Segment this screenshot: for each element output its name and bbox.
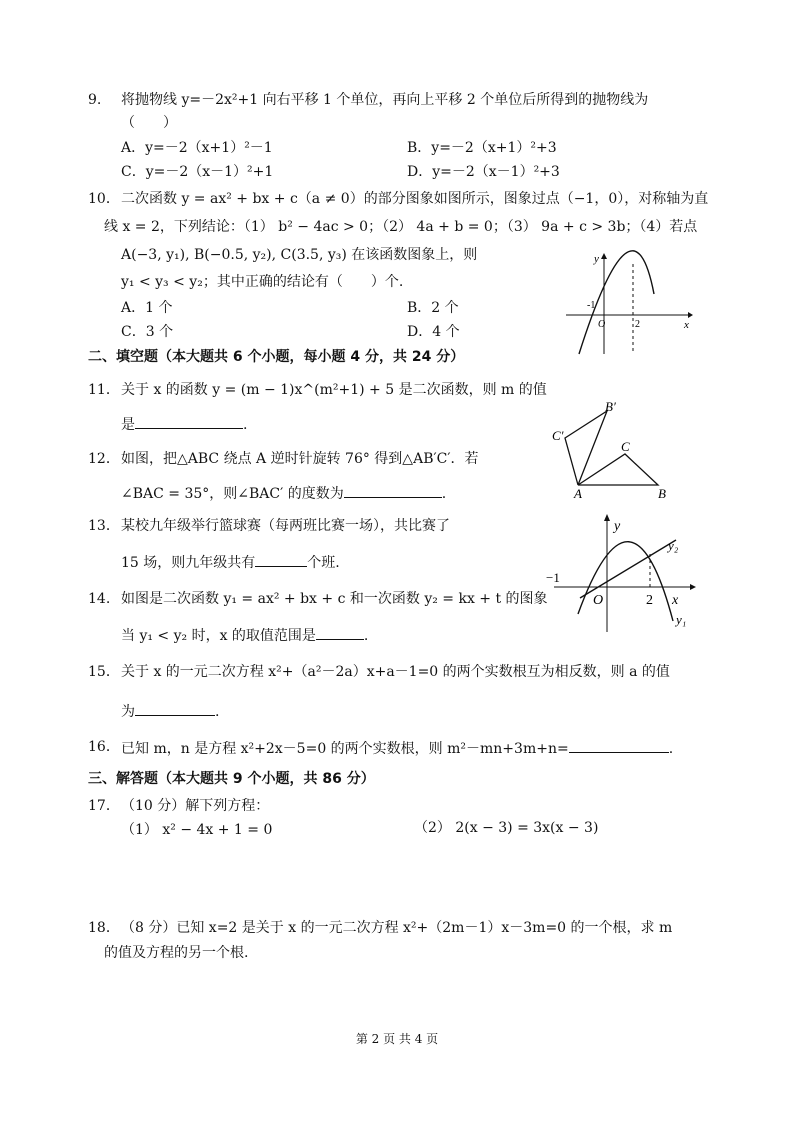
q15-line2 xyxy=(121,701,219,721)
q12-triangle-abc xyxy=(578,454,658,485)
q14-y-label: y xyxy=(614,519,621,534)
q14-line2 xyxy=(121,625,368,645)
q16-answer-blank[interactable] xyxy=(569,738,669,753)
q10-line4: y₁ < y₃ < y₂；其中正确的结论有（ ）个. xyxy=(121,274,404,290)
q18-line1: （8 分）已知 x=2 是关于 x 的一元二次方程 x²+（2m－1）x－3m=0 的一个根，求 m xyxy=(121,920,673,936)
q14-answer-blank[interactable] xyxy=(316,625,364,640)
q9-number: 9. xyxy=(88,92,102,108)
q13-line1: 某校九年级举行篮球赛（每两班比赛一场），共比赛了 xyxy=(121,518,450,534)
q9-option-a: A．y=－2（x+1）²－1 xyxy=(121,140,273,156)
q12-label-b: B xyxy=(658,486,666,501)
q12-label-b-prime: B′ xyxy=(605,399,616,414)
q14-x-label: x xyxy=(672,593,679,608)
q10-parabola-figure xyxy=(562,250,694,358)
q15-suffix: . xyxy=(215,704,220,720)
q12-label-c-prime: C′ xyxy=(552,428,564,443)
q17-stem: （10 分）解下列方程： xyxy=(121,798,270,814)
page-footer: 第 2 页 共 4 页 xyxy=(355,1032,439,1046)
q10-two-label: 2 xyxy=(635,319,640,330)
q14-neg-one-label: −1 xyxy=(546,570,560,585)
q11-suffix: . xyxy=(243,417,248,433)
q14-x-arrow xyxy=(690,584,696,590)
q10-line1: 二次函数 y = ax² + bx + c（a ≠ 0）的部分图象如图所示，图象过点（−1，0），对称轴为直 xyxy=(121,191,709,207)
q12-suffix: . xyxy=(441,486,447,502)
q14-line-y2 xyxy=(580,540,676,598)
q17-part1: （1） x² − 4x + 1 = 0 xyxy=(121,822,273,838)
q10-origin-label: O xyxy=(598,319,606,330)
q14-y1-label: y₁ xyxy=(676,612,687,627)
q9-option-b: B．y=－2（x+1）²+3 xyxy=(407,140,557,156)
q18-line2: 的值及方程的另一个根. xyxy=(104,945,249,961)
q16-line1 xyxy=(121,738,673,758)
q11-answer-blank[interactable] xyxy=(135,414,243,429)
q12-triangle-ab-prime-c-prime xyxy=(565,411,607,485)
q14-prefix: 当 y₁ < y₂ 时，x 的取值范围是 xyxy=(121,628,316,644)
q13-prefix: 15 场，则九年级共有 xyxy=(121,555,256,571)
q10-x-label: x xyxy=(684,319,689,331)
q14-suffix: . xyxy=(363,628,369,644)
q15-prefix: 为 xyxy=(121,704,135,720)
q10-option-a: A．1 个 xyxy=(121,300,173,316)
q12-number: 12． xyxy=(88,451,120,467)
q10-x-arrow xyxy=(688,312,693,318)
q11-line1: 关于 x 的函数 y = (m − 1)x^(m²+1) + 5 是二次函数，则 m 的值 xyxy=(121,382,547,398)
q10-line2: 线 x = 2，下列结论：（1） b² − 4ac > 0；（2） 4a + b = 0；（3） 9a + c > 3b；（4）若点 xyxy=(104,219,698,235)
q12-line2 xyxy=(121,483,446,503)
q9-option-c: C．y=－2（x－1）²+1 xyxy=(121,164,274,180)
q13-suffix: 个班. xyxy=(307,555,340,571)
q12-line1: 如图，把△ABC 绕点 A 逆时针旋转 76° 得到△AB′C′．若 xyxy=(121,451,479,467)
q14-number: 14. xyxy=(88,591,111,607)
q12-label-a: A xyxy=(574,486,582,501)
q10-y-arrow xyxy=(601,253,607,259)
q14-origin-label: O xyxy=(593,593,604,608)
q13-number: 13． xyxy=(88,518,120,534)
q13-line2 xyxy=(121,552,340,572)
q18-number: 18． xyxy=(88,920,120,936)
q15-line1: 关于 x 的一元二次方程 x²+（a²－2a）x+a－1=0 的两个实数根互为相反数，则 a 的值 xyxy=(121,664,670,680)
q17-number: 17． xyxy=(88,798,120,814)
q11-line2 xyxy=(121,414,247,434)
q14-two-label: 2 xyxy=(646,593,653,608)
q12-rotation-figure xyxy=(548,398,688,502)
q15-answer-blank[interactable] xyxy=(135,701,215,716)
q9-option-d: D．y=－2（x－1）²+3 xyxy=(407,164,560,180)
q14-line1: 如图是二次函数 y₁ = ax² + bx + c 和一次函数 y₂ = kx + t 的图象 xyxy=(121,591,548,607)
q10-number: 10． xyxy=(88,191,120,207)
q10-option-d: D．4 个 xyxy=(407,324,460,340)
q13-answer-blank[interactable] xyxy=(255,552,307,567)
q10-option-c: C．3 个 xyxy=(121,324,174,340)
q14-function-figure xyxy=(540,512,700,634)
q14-y2-label: y₂ xyxy=(668,538,679,553)
q10-line3: A(−3, y₁), B(−0.5, y₂), C(3.5, y₃) 在该函数图象上，则 xyxy=(121,247,478,263)
q10-y-label: y xyxy=(594,253,599,265)
q16-suffix: . xyxy=(668,741,674,757)
section3-title: 三、解答题（本大题共 9 个小题，共 86 分） xyxy=(88,771,375,787)
q10-option-b: B．2 个 xyxy=(407,300,459,316)
q14-parabola-y1 xyxy=(578,542,673,621)
q12-prefix: ∠BAC = 35°，则∠BAC′ 的度数为 xyxy=(121,486,344,502)
q16-number: 16． xyxy=(88,739,120,755)
q9-stem: 将抛物线 y=－2x²+1 向右平移 1 个单位，再向上平移 2 个单位后所得到的抛物线为 xyxy=(121,92,649,108)
q11-number: 11． xyxy=(88,382,120,398)
q16-prefix: 已知 m，n 是方程 x²+2x－5=0 的两个实数根，则 m²－mn+3m+n= xyxy=(121,741,569,757)
q11-prefix: 是 xyxy=(121,417,135,433)
q9-answer-paren: （ ） xyxy=(121,115,177,131)
q12-answer-blank[interactable] xyxy=(344,483,442,498)
q10-neg-one-label: -1 xyxy=(587,300,596,311)
q12-label-c: C xyxy=(621,439,630,454)
section2-title: 二、填空题（本大题共 6 个小题，每小题 4 分，共 24 分） xyxy=(88,349,465,365)
q17-part2: （2） 2(x − 3) = 3x(x − 3) xyxy=(414,820,599,836)
q14-y-arrow xyxy=(604,514,610,521)
q15-number: 15． xyxy=(88,664,120,680)
